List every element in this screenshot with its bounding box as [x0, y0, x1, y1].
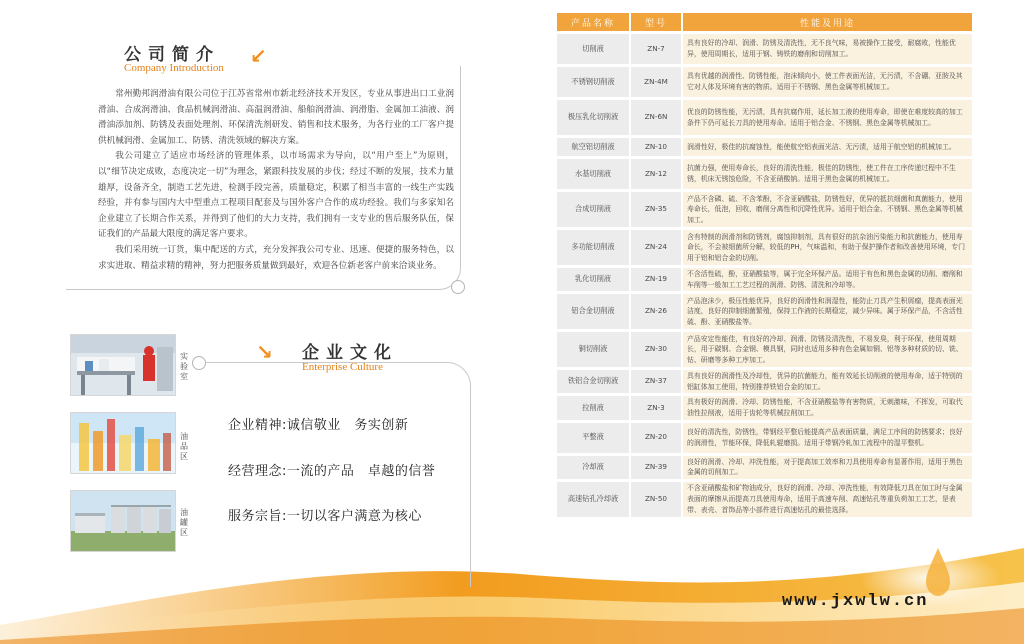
product-name-cell: 乳化切削液: [557, 268, 631, 291]
intro-body: [98, 87, 454, 274]
model-cell: ZN-3: [631, 396, 683, 419]
table-header-row: [557, 13, 972, 31]
product-name-cell: 平整液: [557, 423, 631, 453]
description-cell: 不含活性硫，酚，亚硝酸盐等，属于完全环保产品。适用于有色和黑色金属的切削、磨削和车削等一般加工工艺过程的润滑、防锈、清洗和冷却等。: [683, 268, 972, 291]
model-cell: ZN-6N: [631, 100, 683, 135]
table-row: [557, 482, 972, 517]
product-name-cell: 铁铝合金切削液: [557, 370, 631, 393]
model-cell: ZN-30: [631, 332, 683, 367]
intro-paragraph: 常州勤邦润滑油有限公司位于江苏省常州市新北经济技术开发区，专业从事进出口工业润滑油、合成润滑油、食品机械润滑油、高温润滑油、船舶润滑油、润滑脂、金属加工油液、润滑油添加剂、防锈及表面处理剂、环保清洗剂研发、销售和技术服务，为各行业的工厂客户提供机械润滑、金属加工、防锈、清洗领域的解决方案。: [98, 89, 454, 146]
table-row: [557, 67, 972, 97]
header-product-name: 产品名称: [557, 13, 631, 31]
frame-circle-ornament: [451, 280, 465, 294]
table-row: [557, 268, 972, 291]
description-cell: 产品安定性能佳，有良好的冷却、润滑、防锈及清洗性，不易发臭，利于环保，使用周期长，用于碳钢、合金钢、模具钢，同时也适用多种有色金属如铜、铝等多种材质的切、铣、钻、研磨等多种工序加工。: [683, 332, 972, 367]
table-row: [557, 396, 972, 419]
website-url: www.jxwlw.cn: [782, 592, 929, 611]
tank-farm-photo: [70, 490, 176, 552]
culture-title: 企业文化: [302, 343, 398, 363]
product-name-cell: 切削液: [557, 34, 631, 64]
product-name-cell: 航空铝切削液: [557, 138, 631, 156]
product-name-cell: 铜切削液: [557, 332, 631, 367]
model-cell: ZN-35: [631, 192, 683, 227]
model-cell: ZN-10: [631, 138, 683, 156]
table-row: [557, 159, 972, 189]
arrow-down-left-icon: ↙: [250, 44, 267, 68]
model-cell: ZN-37: [631, 370, 683, 393]
intro-paragraph: 我们采用统一订货，集中配送的方式，充分发挥我公司专业、迅速、便捷的服务特色，以求实进取、精益求精的精神，努力把服务质量做到最好，欢迎各位新老客户前来洽谈业务。: [98, 244, 454, 271]
frame-circle-ornament: [192, 356, 206, 370]
product-name-cell: 铝合金切削液: [557, 294, 631, 329]
table-row: [557, 100, 972, 135]
product-name-cell: 合成切削液: [557, 192, 631, 227]
description-cell: 良好的清洗性，防锈性，带钢经平整后能提高产品表面质量，满足工序间的防锈要求；良好的润滑性，节能环保，降低轧辊磨损。适用于带钢冷轧加工流程中的湿平整机。: [683, 423, 972, 453]
model-cell: ZN-19: [631, 268, 683, 291]
description-cell: 含有特制的润滑剂和防锈剂，腐蚀抑制剂，具有很好的抗杂油污染能力和抗菌能力，使用寿命长，不会被细菌所分解，较低的PH，气味温和，有助于保护操作者和改善使用环境，专门用于铝和铝合金的切削。: [683, 230, 972, 265]
table-row: [557, 230, 972, 265]
table-row: [557, 456, 972, 479]
description-cell: 具有良好的润滑性及冷却性，优异的抗菌能力，能有效延长切削液的使用寿命，适于特别的铝缸体加工使用，特别推荐铁铝合金的加工。: [683, 370, 972, 393]
description-cell: 优良的防锈性能，无污渍，具有抗腐作用，延长加工液的使用寿命，即使在难度较高的加工条件下仍可延长刀具的使用寿命。适用于铝合金、不锈钢、黑色金属等机械加工。: [683, 100, 972, 135]
intro-title: 公司简介: [124, 45, 220, 65]
product-name-cell: 高速钻孔冷却液: [557, 482, 631, 517]
model-cell: ZN-26: [631, 294, 683, 329]
description-cell: 抗菌力强，使用寿命长，良好的清洗性能，极佳的防锈性，使工件在工序传递过程中不生锈，机床无锈蚀危险，不含亚硝酸钠。适用于黑色金属的机械加工。: [683, 159, 972, 189]
oil-products-photo: [70, 412, 176, 474]
table-row: [557, 423, 972, 453]
product-name-cell: 冷却液: [557, 456, 631, 479]
table-row: [557, 294, 972, 329]
culture-subtitle: Enterprise Culture: [302, 361, 383, 373]
table-row: [557, 332, 972, 367]
slogan-philosophy: 经营理念:一流的产品 卓越的信誉: [228, 464, 436, 479]
product-name-cell: 多功能切削液: [557, 230, 631, 265]
photo-label: 实验室: [180, 352, 188, 381]
model-cell: ZN-39: [631, 456, 683, 479]
product-table: [557, 10, 972, 520]
description-cell: 具有极好的润滑、冷却、防锈性能，不含亚硝酸盐等有害物质，无刺激味，不挥发，可取代油性拉削液，适用于齿轮等机械拉削加工。: [683, 396, 972, 419]
description-cell: 不含亚硝酸盐和矿物油成分，良好的润滑、冷却、冲洗性能，有效降低刀具在加工时与金属表面的摩擦从而提高刀具使用寿命，适用于高速车削、高速钻孔等重负荷加工工艺，是表带、表壳、首饰品等小部件进行高速钻孔的最佳选择。: [683, 482, 972, 517]
photo-label: 油罐区: [180, 508, 188, 537]
photo-label: 油品区: [180, 432, 188, 461]
lab-photo: [70, 334, 176, 396]
intro-paragraph: 我公司建立了适应市场经济的管理体系，以市场需求为导向，以“用户至上”为原则，以“细节决定成败，态度决定一切”为理念，紧跟科技发展的步伐；经过不断的发展，技术力量雄厚，设备齐全，制造工艺先进，检测手段完善，质量稳定，积累了相当丰富的一线生产实践经验，并有参与国内大中型重点工程项目配套及与国外客户合作的成功经验。我们与多家知名企业建立了长期合作关系，并得到了他们的大力支持，我们拥有一支专业的售后服务队伍，保证我们的产品最大限度的满足客户要求。: [98, 151, 454, 240]
table-row: [557, 138, 972, 156]
model-cell: ZN-4M: [631, 67, 683, 97]
model-cell: ZN-24: [631, 230, 683, 265]
arrow-down-right-icon: ↘: [256, 340, 273, 364]
model-cell: ZN-7: [631, 34, 683, 64]
description-cell: 润滑性好，极佳的抗腐蚀性，能使航空铝表面光洁、无污渍，适用于航空铝的机械加工。: [683, 138, 972, 156]
product-name-cell: 水基切削液: [557, 159, 631, 189]
table-row: [557, 192, 972, 227]
model-cell: ZN-12: [631, 159, 683, 189]
description-cell: 良好的润滑、冷却、冲洗性能，对于提高加工效率和刀具使用寿命有显著作用，适用于黑色金属的切削加工。: [683, 456, 972, 479]
header-performance-use: 性能及用途: [683, 13, 972, 31]
description-cell: 产品泡沫少，极压性能优异，良好的润滑性和润湿性，能防止刀具产生积屑瘤，提高表面光洁度，良好的抑制细菌繁殖，保持工作液的长期稳定，减少异味。属于环保产品，不含活性硫、酚、亚硝酸盐等。: [683, 294, 972, 329]
slogan-service: 服务宗旨:一切以客户满意为核心: [228, 509, 422, 524]
slogan-spirit: 企业精神:诚信敬业 务实创新: [228, 418, 409, 433]
table-row: [557, 34, 972, 64]
description-cell: 具有良好的冷却、润滑、防锈及清洗性，无不良气味，易被操作工接受，耐腐败，性能优异，使用周期长，适用于钢、铸铁的磨削和切削加工。: [683, 34, 972, 64]
description-cell: 具有优越的润滑性、防锈性能，泡沫倾向小，使工件表面光洁，无污渍，不含硼、亚胺及其它对人体及环境有害的物质。适用于不锈钢、黑色金属等机械加工。: [683, 67, 972, 97]
product-name-cell: 不锈钢切削液: [557, 67, 631, 97]
intro-subtitle: Company Introduction: [124, 62, 224, 74]
model-cell: ZN-20: [631, 423, 683, 453]
product-name-cell: 拉削液: [557, 396, 631, 419]
model-cell: ZN-50: [631, 482, 683, 517]
product-name-cell: 极压乳化切削液: [557, 100, 631, 135]
header-model: 型号: [631, 13, 683, 31]
table-row: [557, 370, 972, 393]
description-cell: 产品不含磷、硫、不含苯酚，不含亚硝酸盐，防锈性好，优异的抵抗细菌和真菌能力，使用寿命长，低泡，回收，磨削分离性和沉降性优异。适用于铝合金、不锈钢、黑色金属等机械加工。: [683, 192, 972, 227]
